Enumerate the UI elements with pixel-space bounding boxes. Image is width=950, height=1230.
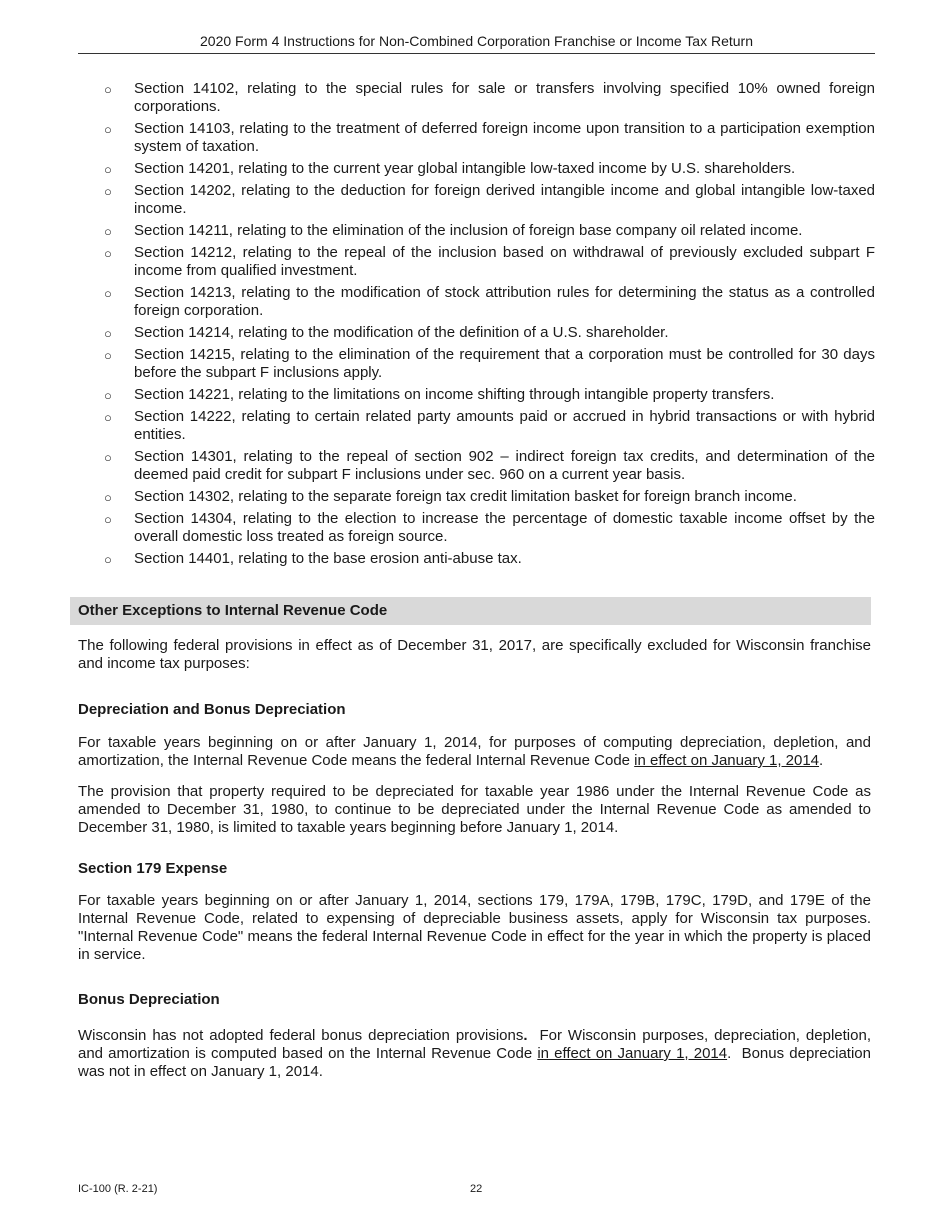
list-item-text: Section 14301, relating to the repeal of section 902 – indirect foreign tax credits, and determination of the deemed paid credit for subpart F inclusions under sec. 960 on a current year basis. — [134, 448, 875, 483]
page-number: 22 — [470, 1183, 483, 1195]
list-item — [78, 80, 875, 116]
bullet-icon: ○ — [104, 450, 112, 465]
list-item — [78, 550, 875, 568]
bullet-icon: ○ — [104, 286, 112, 301]
list-item-text: Section 14103, relating to the treatment of deferred foreign income upon transition to a participation exemption system of taxation. — [134, 120, 875, 155]
section-179-paragraph: For taxable years beginning on or after January 1, 2014, sections 179, 179A, 179B, 179C, 179D, and 179E of the Internal Revenue Code, related to expensing of depreciable business assets, apply for Wisconsin tax purposes. "Internal Revenue Code" means the federal Internal Revenue Code in effect for the year in which the property is placed in service. — [78, 892, 871, 963]
list-item-text: Section 14211, relating to the elimination of the inclusion of foreign base company oil related income. — [134, 222, 803, 239]
section-list — [78, 80, 875, 572]
list-item — [78, 244, 875, 280]
list-item-text: Section 14213, relating to the modification of stock attribution rules for determining the status as a controlled foreign corporation. — [134, 284, 875, 319]
section-title-other-exceptions: Other Exceptions to Internal Revenue Code — [70, 597, 871, 625]
bullet-icon: ○ — [104, 490, 112, 505]
list-item-text: Section 14221, relating to the limitations on income shifting through intangible property transfers. — [134, 386, 775, 403]
list-item — [78, 120, 875, 156]
list-item — [78, 182, 875, 218]
list-item-text: Section 14222, relating to certain related party amounts paid or accrued in hybrid transactions or with hybrid entities. — [134, 408, 875, 443]
list-item-text: Section 14201, relating to the current year global intangible low-taxed income by U.S. shareholders. — [134, 160, 796, 177]
list-item — [78, 222, 875, 240]
bullet-icon: ○ — [104, 122, 112, 137]
bullet-icon: ○ — [104, 552, 112, 567]
section-179-heading: Section 179 Expense — [78, 860, 228, 877]
list-item-text: Section 14304, relating to the election to increase the percentage of domestic taxable income offset by the overall domestic loss treated as foreign source. — [134, 510, 875, 545]
bonus-depreciation-paragraph: Wisconsin has not adopted federal bonus depreciation provisions. For Wisconsin purposes, depreciation, depletion, and amortization is computed based on the Internal Revenue Code in effect on January 1, 2014. Bonus depreciation was not in effect on January 1, 2014. — [78, 1027, 876, 1080]
page-header: 2020 Form 4 Instructions for Non-Combined Corporation Franchise or Income Tax Return — [78, 33, 875, 54]
underlined-date-phrase: in effect on January 1, 2014 — [634, 752, 820, 769]
bullet-icon: ○ — [104, 224, 112, 239]
bullet-icon: ○ — [104, 162, 112, 177]
list-item — [78, 510, 875, 546]
list-item — [78, 160, 875, 178]
bullet-icon: ○ — [104, 348, 112, 363]
underlined-date-phrase: in effect on January 1, 2014 — [537, 1045, 728, 1062]
bullet-icon: ○ — [104, 388, 112, 403]
bullet-icon: ○ — [104, 82, 112, 97]
list-item-text: Section 14401, relating to the base erosion anti-abuse tax. — [134, 550, 522, 567]
form-identifier: IC-100 (R. 2-21) — [78, 1183, 158, 1195]
list-item — [78, 284, 875, 320]
list-item — [78, 408, 875, 444]
bullet-icon: ○ — [104, 512, 112, 527]
list-item — [78, 346, 875, 382]
list-item-text: Section 14214, relating to the modification of the definition of a U.S. shareholder. — [134, 324, 669, 341]
depreciation-heading: Depreciation and Bonus Depreciation — [78, 701, 346, 718]
bullet-icon: ○ — [104, 184, 112, 199]
list-item-text: Section 14202, relating to the deduction for foreign derived intangible income and global intangible low-taxed income. — [134, 182, 875, 217]
list-item-text: Section 14212, relating to the repeal of the inclusion based on withdrawal of previously excluded subpart F income from qualified investment. — [134, 244, 875, 279]
bullet-icon: ○ — [104, 246, 112, 261]
other-exceptions-intro: The following federal provisions in effect as of December 31, 2017, are specifically excluded for Wisconsin franchise and income tax purposes: — [78, 637, 871, 672]
depreciation-paragraph-1: For taxable years beginning on or after January 1, 2014, for purposes of computing depreciation, depletion, and amortization, the Internal Revenue Code means the federal Internal Revenue Code in effect on January 1, 2014. — [78, 734, 871, 769]
depreciation-paragraph-2: The provision that property required to be depreciated for taxable year 1986 under the Internal Revenue Code as amended to December 31, 1980, to continue to be depreciated under the Internal Revenue Code as amended to December 31, 1980, is limited to taxable years beginning before January 1, 2014. — [78, 783, 871, 836]
bullet-icon: ○ — [104, 410, 112, 425]
list-item — [78, 386, 875, 404]
list-item-text: Section 14102, relating to the special rules for sale or transfers involving specified 10% owned foreign corporations. — [134, 80, 875, 115]
bonus-depreciation-heading: Bonus Depreciation — [78, 991, 220, 1008]
list-item-text: Section 14302, relating to the separate foreign tax credit limitation basket for foreign branch income. — [134, 488, 797, 505]
list-item — [78, 324, 875, 342]
bullet-icon: ○ — [104, 326, 112, 341]
list-item — [78, 488, 875, 506]
list-item — [78, 448, 875, 484]
list-item-text: Section 14215, relating to the elimination of the requirement that a corporation must be controlled for 30 days before the subpart F inclusions apply. — [134, 346, 875, 381]
